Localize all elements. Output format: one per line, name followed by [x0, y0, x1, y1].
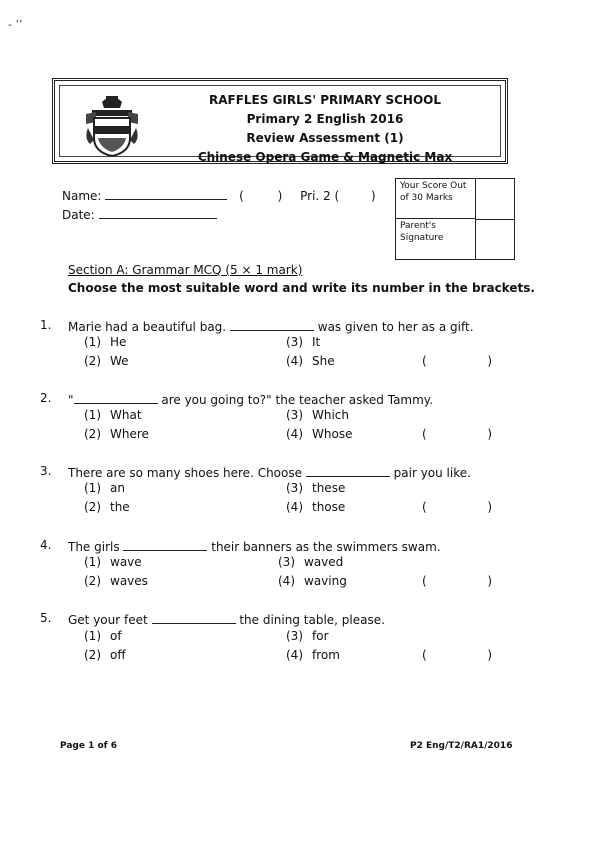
- stem-after: was given to her as a gift.: [313, 320, 474, 334]
- question-stem: [68, 391, 433, 407]
- option-2: (2) off: [84, 648, 126, 662]
- answer-blank[interactable]: [306, 464, 390, 477]
- option-3: (3) for: [286, 629, 329, 643]
- question-stem: [68, 611, 385, 627]
- stem-after: the dining table, please.: [235, 613, 385, 627]
- stem-after: pair you like.: [389, 466, 471, 480]
- option-4: (4) waving: [278, 574, 347, 588]
- section-title: Section A: Grammar MCQ (5 × 1 mark): [68, 263, 303, 277]
- date-field[interactable]: [99, 206, 217, 219]
- answer-brackets[interactable]: ( ): [422, 354, 492, 368]
- question-number: 2.: [40, 391, 52, 405]
- date-label: Date:: [62, 208, 95, 222]
- question-number: 1.: [40, 318, 52, 332]
- answer-blank[interactable]: [74, 391, 158, 404]
- stem-after: their banners as the swimmers swam.: [207, 540, 441, 554]
- signature-cell[interactable]: [476, 219, 514, 259]
- option-2: (2) waves: [84, 574, 148, 588]
- stem-after: are you going to?" the teacher asked Tammy.: [157, 393, 434, 407]
- stem-before: Marie had a beautiful bag.: [68, 320, 230, 334]
- question-number: 4.: [40, 538, 52, 552]
- option-1: (1) an: [84, 481, 125, 495]
- option-3: (3) It: [286, 335, 321, 349]
- school-crest-icon: [84, 92, 140, 158]
- option-3: (3) Which: [286, 408, 350, 422]
- stem-before: Get your feet: [68, 613, 152, 627]
- level-title: Primary 2 English 2016: [246, 112, 404, 126]
- answer-brackets[interactable]: ( ): [422, 648, 492, 662]
- option-3: (3) these: [286, 481, 346, 495]
- question-stem: [68, 318, 474, 334]
- stem-before: There are so many shoes here. Choose: [68, 466, 306, 480]
- question-stem: [68, 538, 441, 554]
- name-field[interactable]: [105, 187, 227, 200]
- name-row: [62, 187, 376, 206]
- option-4: (4) those: [286, 500, 346, 514]
- assessment-title: Review Assessment (1): [246, 131, 404, 145]
- option-1: (1) wave: [84, 555, 142, 569]
- option-1: (1) He: [84, 335, 127, 349]
- section-instructions: Choose the most suitable word and write its number in the brackets.: [68, 281, 535, 295]
- answer-brackets[interactable]: ( ): [422, 427, 492, 441]
- option-4: (4) She: [286, 354, 335, 368]
- answer-blank[interactable]: [230, 318, 314, 331]
- answer-brackets[interactable]: ( ): [422, 500, 492, 514]
- answer-blank[interactable]: [152, 611, 236, 624]
- stem-before: The girls: [68, 540, 124, 554]
- class-label: Pri. 2 (: [300, 189, 340, 203]
- name-label: Name:: [62, 189, 102, 203]
- score-cell[interactable]: [476, 179, 514, 220]
- option-4: (4) Whose: [286, 427, 353, 441]
- answer-blank[interactable]: [123, 538, 207, 551]
- student-fields: [62, 187, 376, 225]
- option-4: (4) from: [286, 648, 340, 662]
- register-close-bracket: ): [277, 189, 283, 203]
- header-text: [160, 91, 490, 167]
- header-inner-border: [59, 85, 501, 164]
- topic-title: Chinese Opera Game & Magnetic Max: [197, 150, 453, 164]
- register-open-bracket: (: [239, 189, 244, 203]
- class-close-bracket: ): [371, 189, 376, 203]
- score-label: Your Score Out of 30 Marks: [396, 179, 476, 219]
- option-1: (1) of: [84, 629, 122, 643]
- option-2: (2) the: [84, 500, 130, 514]
- option-2: (2) Where: [84, 427, 149, 441]
- date-row: [62, 206, 376, 225]
- question-number: 3.: [40, 464, 52, 478]
- score-table: [395, 178, 515, 260]
- school-header: [52, 78, 508, 164]
- signature-label: Parent's Signature: [396, 219, 476, 259]
- corner-mark: - ʼʼ: [8, 18, 23, 31]
- option-2: (2) We: [84, 354, 129, 368]
- option-1: (1) What: [84, 408, 142, 422]
- page-number: Page 1 of 6: [60, 741, 117, 751]
- option-3: (3) waved: [278, 555, 344, 569]
- paper-code: P2 Eng/T2/RA1/2016: [410, 741, 513, 751]
- question-stem: [68, 464, 471, 480]
- school-name: RAFFLES GIRLS' PRIMARY SCHOOL: [208, 93, 441, 107]
- question-number: 5.: [40, 611, 52, 625]
- answer-brackets[interactable]: ( ): [422, 574, 492, 588]
- stem-before: ": [68, 393, 74, 407]
